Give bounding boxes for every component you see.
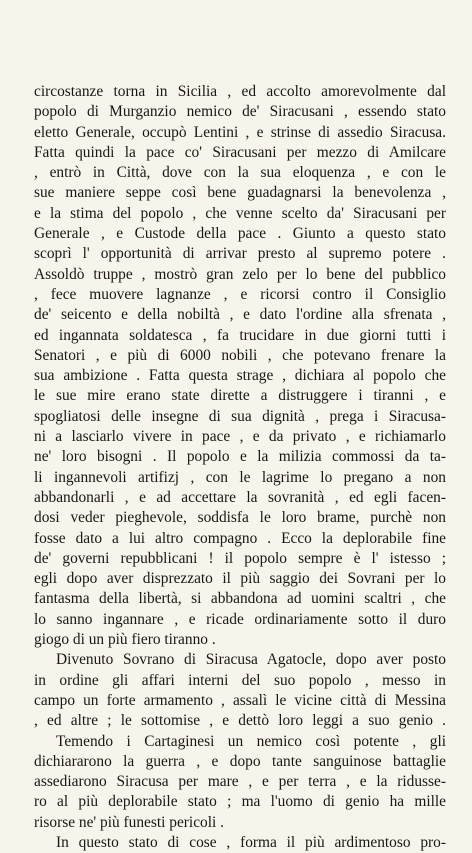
text-line: , entrò in Città, dove con la sua eloquenza , e con le xyxy=(34,164,446,182)
text-line: , fece muovere lagnanze , e ricorsi contro il Consiglio xyxy=(34,285,446,303)
text-line: e la stima del popolo , che venne scelto da' Siracusani per xyxy=(34,204,446,222)
text-line: ro al più deplorabile stato ; ma l'uomo di genio ha mille xyxy=(34,793,446,811)
text-line: sua ambizione . Fatta questa strage , dichiara al popolo che xyxy=(34,367,446,385)
text-line: le sue mire erano state dirette a distruggere i tiranni , e xyxy=(34,387,446,405)
text-line: giogo di un più fiero tiranno . xyxy=(34,631,216,649)
text-line: In questo stato di cose , forma il più ardimentoso pro- xyxy=(56,833,446,851)
text-line: sue maniere seppe così bene guadagnarsi la benevolenza , xyxy=(34,184,446,202)
text-line: Senatori , e più di 6000 nobili , che potevano frenare la xyxy=(34,346,446,364)
text-line: , ed altre ; le sottomise , e dettò loro leggi a suo genio . xyxy=(34,712,446,730)
text-line: abbandonarli , e ad accettare la sovranità , ed egli facen- xyxy=(34,488,446,506)
text-line: lo sanno ingannare , e ricade ordinariamente sotto il duro xyxy=(34,610,446,628)
text-line: eletto Generale, occupò Lentini , e strinse di assedio Siracusa. xyxy=(34,123,446,141)
text-line: de' seicento e della nobiltà , e dato l'ordine alla sfrenata , xyxy=(34,306,446,324)
text-line: popolo di Murganzio nemico de' Siracusani , essendo stato xyxy=(34,103,446,121)
text-line: in ordine gli affari interni del suo popolo , messo in xyxy=(34,671,446,689)
text-line: circostanze torna in Sicilia , ed accolto amorevolmente dal xyxy=(34,83,446,100)
text-line: fosse dato a lui altro compagno . Ecco la deplorabile fine xyxy=(34,529,446,547)
text-line: ni a lasciarlo vivere in pace , e da privato , e richiamarlo xyxy=(34,428,446,446)
body-text xyxy=(34,82,446,853)
text-line: spogliatosi delle insegne di sua dignità , prega i Siracusa- xyxy=(34,407,446,425)
text-line: dichiararono la guerra , e dopo tante sanguinose battaglie xyxy=(34,752,446,770)
text-line: Fatta quindi la pace co' Siracusani per mezzo di Amilcare xyxy=(34,143,446,161)
text-line: Temendo i Cartaginesi un nemico così potente , gli xyxy=(56,732,446,750)
text-line: ed ingannata soldatesca , fa trucidare in due giorni tutti i xyxy=(34,326,446,344)
text-line: fantasma della libertà, si abbandona ad uomini scaltri , che xyxy=(34,590,446,608)
text-line: scoprì l' opportunità di arrivar presto al supremo potere . xyxy=(34,245,446,263)
text-line: egli dopo aver disprezzato il più saggio dei Sovrani per lo xyxy=(34,570,446,588)
text-line: Assoldò truppe , mostrò gran zelo per lo bene del pubblico xyxy=(34,265,446,283)
text-line: assediarono Siracusa per mare , e per terra , e la ridusse- xyxy=(34,773,446,791)
text-line: li ingannevoli artifizj , con le lagrime lo pregano a non xyxy=(34,468,446,486)
text-line: Divenuto Sovrano di Siracusa Agatocle, dopo aver posto xyxy=(56,651,446,669)
text-line: risorse ne' più funesti pericoli . xyxy=(34,813,224,831)
text-line: de' governi repubblicani ! il popolo sempre è l' istesso ; xyxy=(34,549,446,567)
text-line: dosi veder pieghevole, soddisfa le loro brame, purchè non xyxy=(34,509,446,527)
text-line: ne' loro bisogni . Il popolo e la milizia commossi da ta- xyxy=(34,448,446,466)
text-line: campo un forte armamento , assalì le vicine città di Messina xyxy=(34,691,446,709)
text-line: Generale , e Custode della pace . Giunto a questo stato xyxy=(34,225,446,243)
